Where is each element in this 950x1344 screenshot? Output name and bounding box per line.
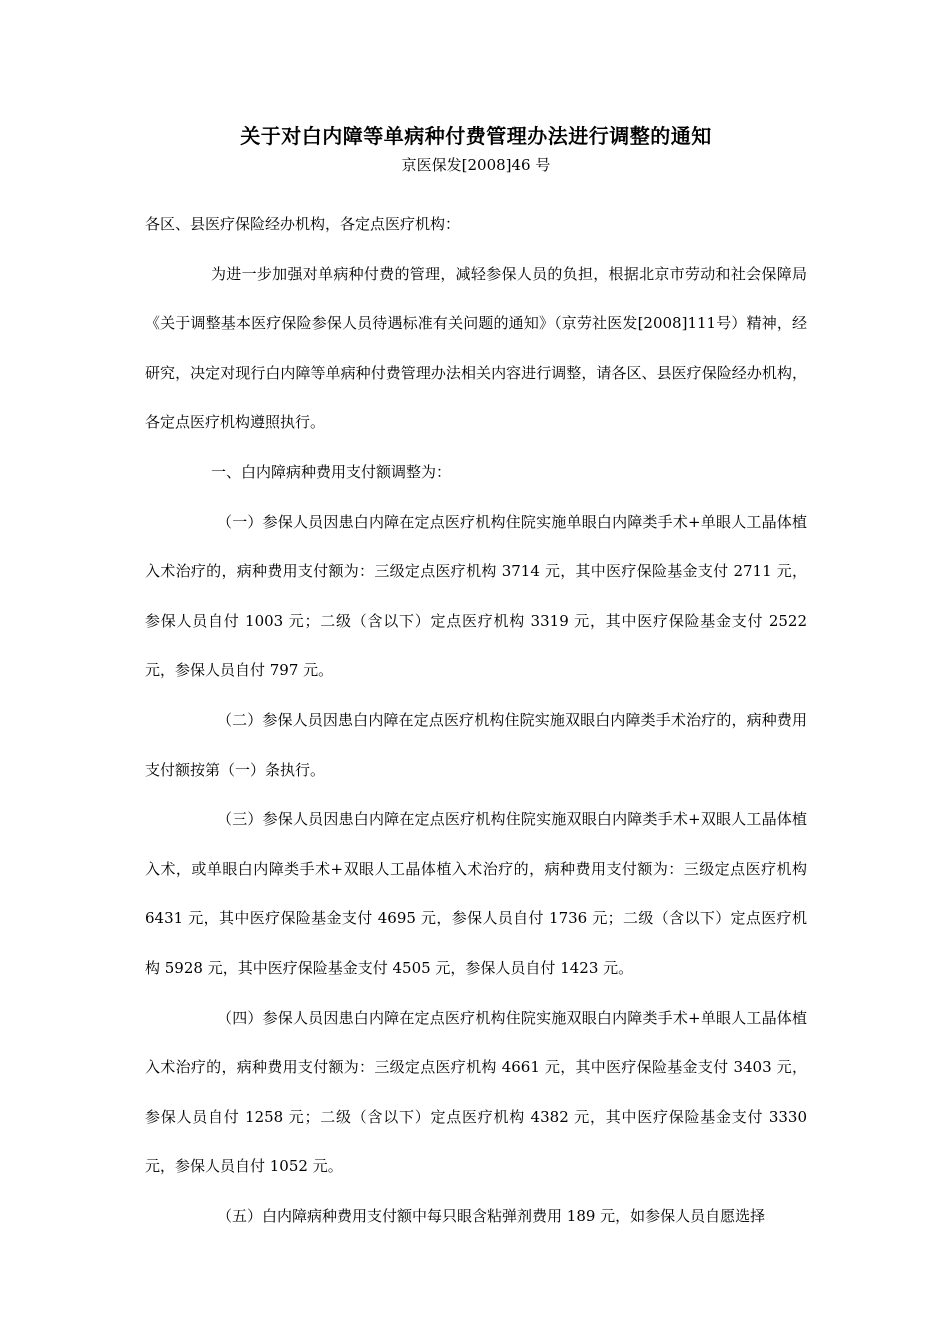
document-page	[145, 118, 807, 1241]
paragraph-intro: 为进一步加强对单病种付费的管理，减轻参保人员的负担，根据北京市劳动和社会保障局《关于调整基本医疗保险参保人员待遇标准有关问题的通知》（京劳社医发[2008]111号）精神，经研究，决定对现行白内障等单病种付费管理办法相关内容进行调整，请各区、县医疗保险经办机构，各定点医疗机构遵照执行。	[145, 264, 807, 432]
salutation: 各区、县医疗保险经办机构，各定点医疗机构：	[145, 215, 461, 233]
clause-2: （二）参保人员因患白内障在定点医疗机构住院实施双眼白内障类手术治疗的，病种费用支付额按第（一）条执行。	[145, 710, 807, 779]
clause-4: （四）参保人员因患白内障在定点医疗机构住院实施双眼白内障类手术+单眼人工晶体植入术治疗的，病种费用支付额为：三级定点医疗机构 4661 元，其中医疗保险基金支付 3403 元，参保人员自付 1258 元；二级（含以下）定点医疗机构 4382 元，其中医疗保险基金支付 3330 元，参保人员自付 1052 元。	[145, 1008, 807, 1176]
document-title: 关于对白内障等单病种付费管理办法进行调整的通知	[240, 124, 712, 148]
document-body	[145, 200, 807, 1241]
section-heading-1: 一、白内障病种费用支付额调整为：	[211, 462, 452, 481]
clause-5: （五）白内障病种费用支付额中每只眼含粘弹剂费用 189 元，如参保人员自愿选择	[217, 1206, 766, 1225]
clause-1: （一）参保人员因患白内障在定点医疗机构住院实施单眼白内障类手术+单眼人工晶体植入术治疗的，病种费用支付额为：三级定点医疗机构 3714 元，其中医疗保险基金支付 2711 元，参保人员自付 1003 元；二级（含以下）定点医疗机构 3319 元，其中医疗保险基金支付 2522 元，参保人员自付 797 元。	[145, 512, 807, 680]
document-number: 京医保发[2008]46 号	[401, 156, 551, 174]
clause-3: （三）参保人员因患白内障在定点医疗机构住院实施双眼白内障类手术+双眼人工晶体植入术，或单眼白内障类手术+双眼人工晶体植入术治疗的，病种费用支付额为：三级定点医疗机构 6431 元，其中医疗保险基金支付 4695 元，参保人员自付 1736 元；二级（含以下）定点医疗机构 5928 元，其中医疗保险基金支付 4505 元，参保人员自付 1423 元。	[145, 810, 807, 977]
